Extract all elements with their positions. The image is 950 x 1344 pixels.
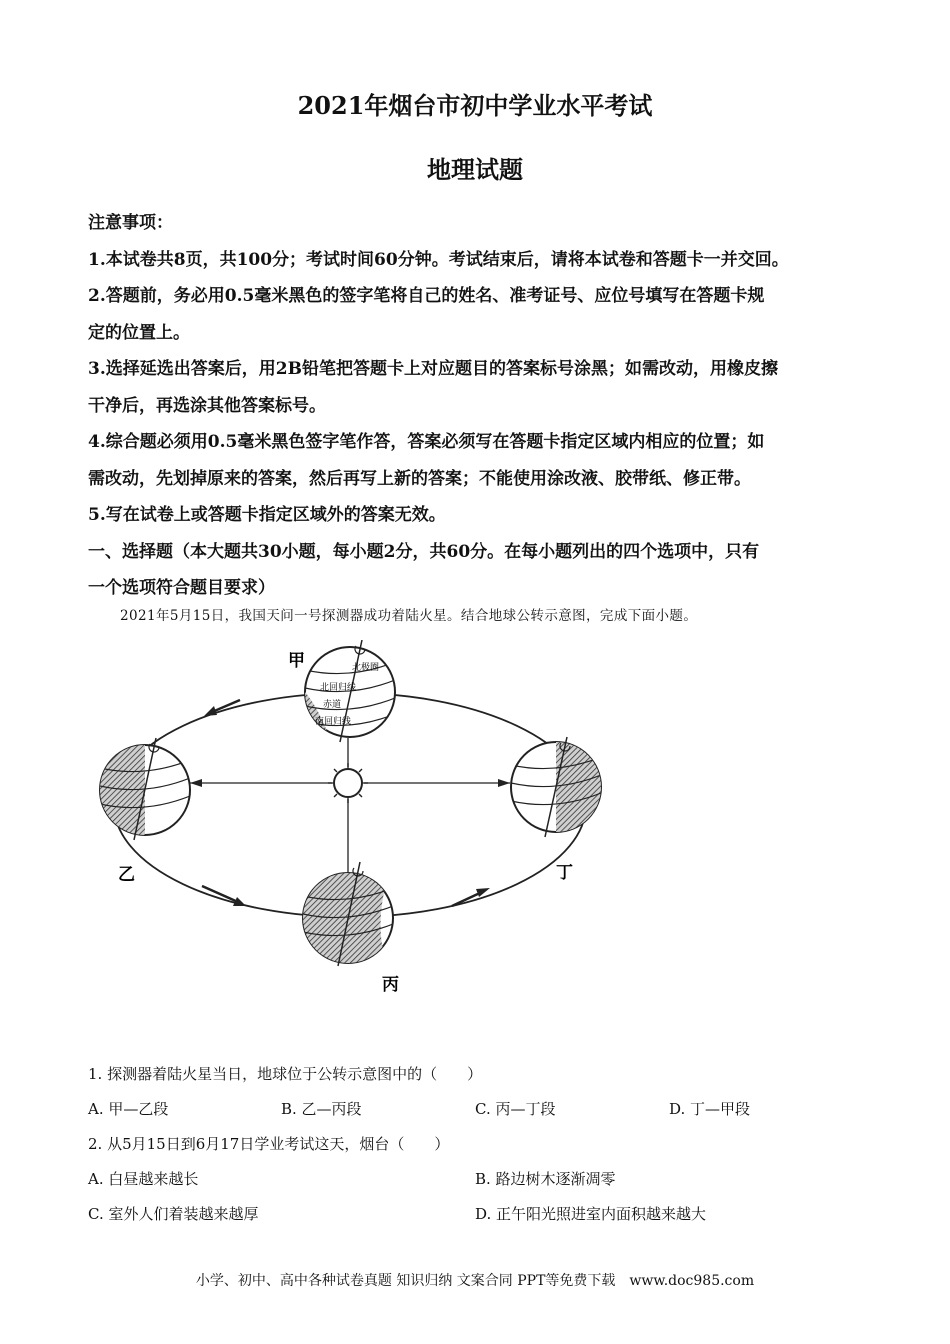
globe-jia	[290, 640, 395, 750]
label-tropic-cancer: 北回归线	[320, 683, 357, 693]
notes-line: 5.写在试卷上或答题卡指定区域外的答案无效。	[88, 505, 446, 525]
exam-title: 2021年烟台市初中学业水平考试	[297, 91, 653, 120]
section-heading-cont: 一个选项符合题目要求）	[88, 578, 275, 598]
label-yi: 乙	[118, 865, 135, 885]
question-2-option-c[interactable]: C. 室外人们着装越来越厚	[88, 1205, 259, 1223]
question-1-option-b[interactable]: B. 乙—丙段	[281, 1100, 362, 1118]
label-equator: 赤道	[323, 700, 342, 710]
exam-subtitle: 地理试题	[427, 155, 523, 184]
question-1-option-c[interactable]: C. 丙—丁段	[475, 1100, 556, 1118]
page-footer: 小学、初中、高中各种试卷真题 知识归纳 文案合同 PPT等免费下载 www.doc985.com	[195, 1273, 755, 1289]
section-heading: 一、选择题（本大题共30小题，每小题2分，共60分。在每小题列出的四个选项中，只有	[88, 541, 760, 562]
earth-revolution-diagram	[90, 640, 620, 1005]
notes-line: 4.综合题必须用0.5毫米黑色签字笔作答，答案必须写在答题卡指定区域内相应的位置；如	[88, 432, 765, 452]
label-jia: 甲	[288, 651, 305, 671]
globe-ding	[511, 737, 606, 837]
question-1-option-a[interactable]: A. 甲—乙段	[88, 1100, 169, 1118]
label-tropic-capricorn: 南回归线	[315, 717, 352, 727]
globe-yi	[90, 738, 190, 840]
notes-heading: 注意事项：	[88, 213, 173, 233]
notes-line: 2.答题前，务必用0.5毫米黑色的签字笔将自己的姓名、准考证号、应位号填写在答题卡规	[88, 286, 765, 306]
label-ding: 丁	[556, 863, 573, 883]
question-2-option-d[interactable]: D. 正午阳光照进室内面积越来越大	[475, 1205, 707, 1223]
notes-line: 干净后，再选涂其他答案标号。	[88, 395, 326, 416]
question-2-stem: 2. 从5月15日到6月17日学业考试这天，烟台（ ）	[88, 1135, 450, 1153]
notes-line: 3.选择延选出答案后，用2B铅笔把答题卡上对应题目的答案标号涂黑；如需改动，用橡皮擦	[88, 359, 778, 379]
question-2-option-a[interactable]: A. 白昼越来越长	[88, 1170, 199, 1188]
question-1-option-d[interactable]: D. 丁—甲段	[669, 1100, 751, 1118]
label-bing: 丙	[382, 975, 399, 995]
globe-bing	[290, 862, 393, 970]
notes-line: 需改动，先划掉原来的答案，然后再写上新的答案；不能使用涂改液、胶带纸、修正带。	[88, 468, 751, 489]
notes-line: 1.本试卷共8页，共100分；考试时间60分钟。考试结束后，请将本试卷和答题卡一并交回。	[88, 249, 789, 270]
sun-icon	[328, 763, 368, 803]
label-arctic-circle: 北极圈	[352, 663, 380, 673]
notes-line: 定的位置上。	[88, 322, 190, 343]
notes-block	[88, 205, 888, 607]
question-2-option-b[interactable]: B. 路边树木逐渐凋零	[475, 1170, 616, 1188]
question-intro: 2021年5月15日，我国天问一号探测器成功着陆火星。结合地球公转示意图，完成下面小题。	[120, 608, 698, 624]
question-1-stem: 1. 探测器着陆火星当日，地球位于公转示意图中的（ ）	[88, 1065, 483, 1083]
